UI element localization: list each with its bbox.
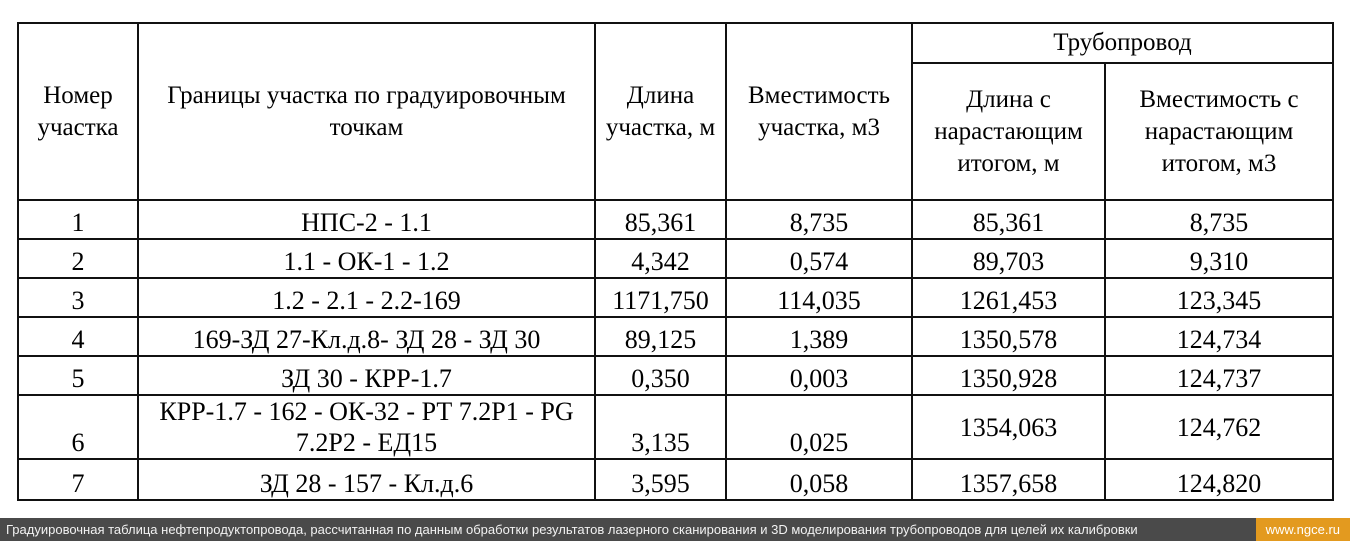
cell-num: 2 (18, 239, 138, 278)
cell-cum-volume: 123,345 (1105, 278, 1333, 317)
cell-bounds: 1.1 - ОК-1 - 1.2 (138, 239, 595, 278)
cell-num: 1 (18, 200, 138, 239)
cell-volume: 0,574 (726, 239, 912, 278)
calibration-table (17, 22, 1334, 501)
header-pipeline-group: Трубопровод (912, 23, 1333, 63)
cell-volume: 114,035 (726, 278, 912, 317)
cell-length: 1171,750 (595, 278, 726, 317)
header-num: Номер участка (18, 23, 138, 200)
header-volume: Вместимость участка, м3 (726, 23, 912, 200)
cell-volume: 0,058 (726, 459, 912, 500)
header-cum-volume: Вместимость с нарастающим итогом, м3 (1105, 63, 1333, 200)
cell-bounds: 169-ЗД 27-Кл.д.8- ЗД 28 - ЗД 30 (138, 317, 595, 356)
cell-num: 7 (18, 459, 138, 500)
cell-length: 3,135 (595, 395, 726, 459)
table-row (18, 278, 1333, 317)
cell-bounds: НПС-2 - 1.1 (138, 200, 595, 239)
cell-bounds: 1.2 - 2.1 - 2.2-169 (138, 278, 595, 317)
cell-cum-volume: 124,737 (1105, 356, 1333, 395)
table-header (18, 23, 1333, 200)
cell-cum-length: 85,361 (912, 200, 1105, 239)
header-cum-length: Длина с нарастающим итогом, м (912, 63, 1105, 200)
cell-volume: 0,025 (726, 395, 912, 459)
cell-cum-length: 1357,658 (912, 459, 1105, 500)
cell-num: 4 (18, 317, 138, 356)
cell-cum-length: 1350,578 (912, 317, 1105, 356)
table-row (18, 239, 1333, 278)
cell-volume: 8,735 (726, 200, 912, 239)
table-row (18, 200, 1333, 239)
cell-bounds: ЗД 28 - 157 - Кл.д.6 (138, 459, 595, 500)
table-row (18, 317, 1333, 356)
cell-num: 3 (18, 278, 138, 317)
cell-num: 6 (18, 395, 138, 459)
header-bounds: Границы участка по градуировочным точкам (138, 23, 595, 200)
cell-cum-length: 89,703 (912, 239, 1105, 278)
cell-length: 4,342 (595, 239, 726, 278)
site-link[interactable]: www.ngce.ru (1256, 518, 1350, 541)
footer-caption: Градуировочная таблица нефтепродуктопровода, рассчитанная по данным обработки результатов лазерного сканирования и 3D моделирования трубопроводов для целей их калибровки (6, 522, 1138, 537)
cell-cum-length: 1354,063 (912, 395, 1105, 459)
cell-bounds: ЗД 30 - КРР-1.7 (138, 356, 595, 395)
cell-length: 3,595 (595, 459, 726, 500)
cell-num: 5 (18, 356, 138, 395)
cell-cum-volume: 124,762 (1105, 395, 1333, 459)
cell-length: 0,350 (595, 356, 726, 395)
caption-bar (0, 518, 1350, 541)
cell-cum-volume: 124,820 (1105, 459, 1333, 500)
table-body (18, 200, 1333, 500)
cell-cum-length: 1261,453 (912, 278, 1105, 317)
cell-length: 85,361 (595, 200, 726, 239)
cell-cum-volume: 8,735 (1105, 200, 1333, 239)
table-row (18, 459, 1333, 500)
cell-cum-volume: 124,734 (1105, 317, 1333, 356)
header-length: Длина участка, м (595, 23, 726, 200)
cell-length: 89,125 (595, 317, 726, 356)
cell-cum-length: 1350,928 (912, 356, 1105, 395)
cell-cum-volume: 9,310 (1105, 239, 1333, 278)
table-row (18, 395, 1333, 459)
cell-volume: 1,389 (726, 317, 912, 356)
cell-volume: 0,003 (726, 356, 912, 395)
table-row (18, 356, 1333, 395)
cell-bounds: КРР-1.7 - 162 - ОК-32 - РТ 7.2Р1 - PG 7.2Р2 - ЕД15 (138, 395, 595, 459)
